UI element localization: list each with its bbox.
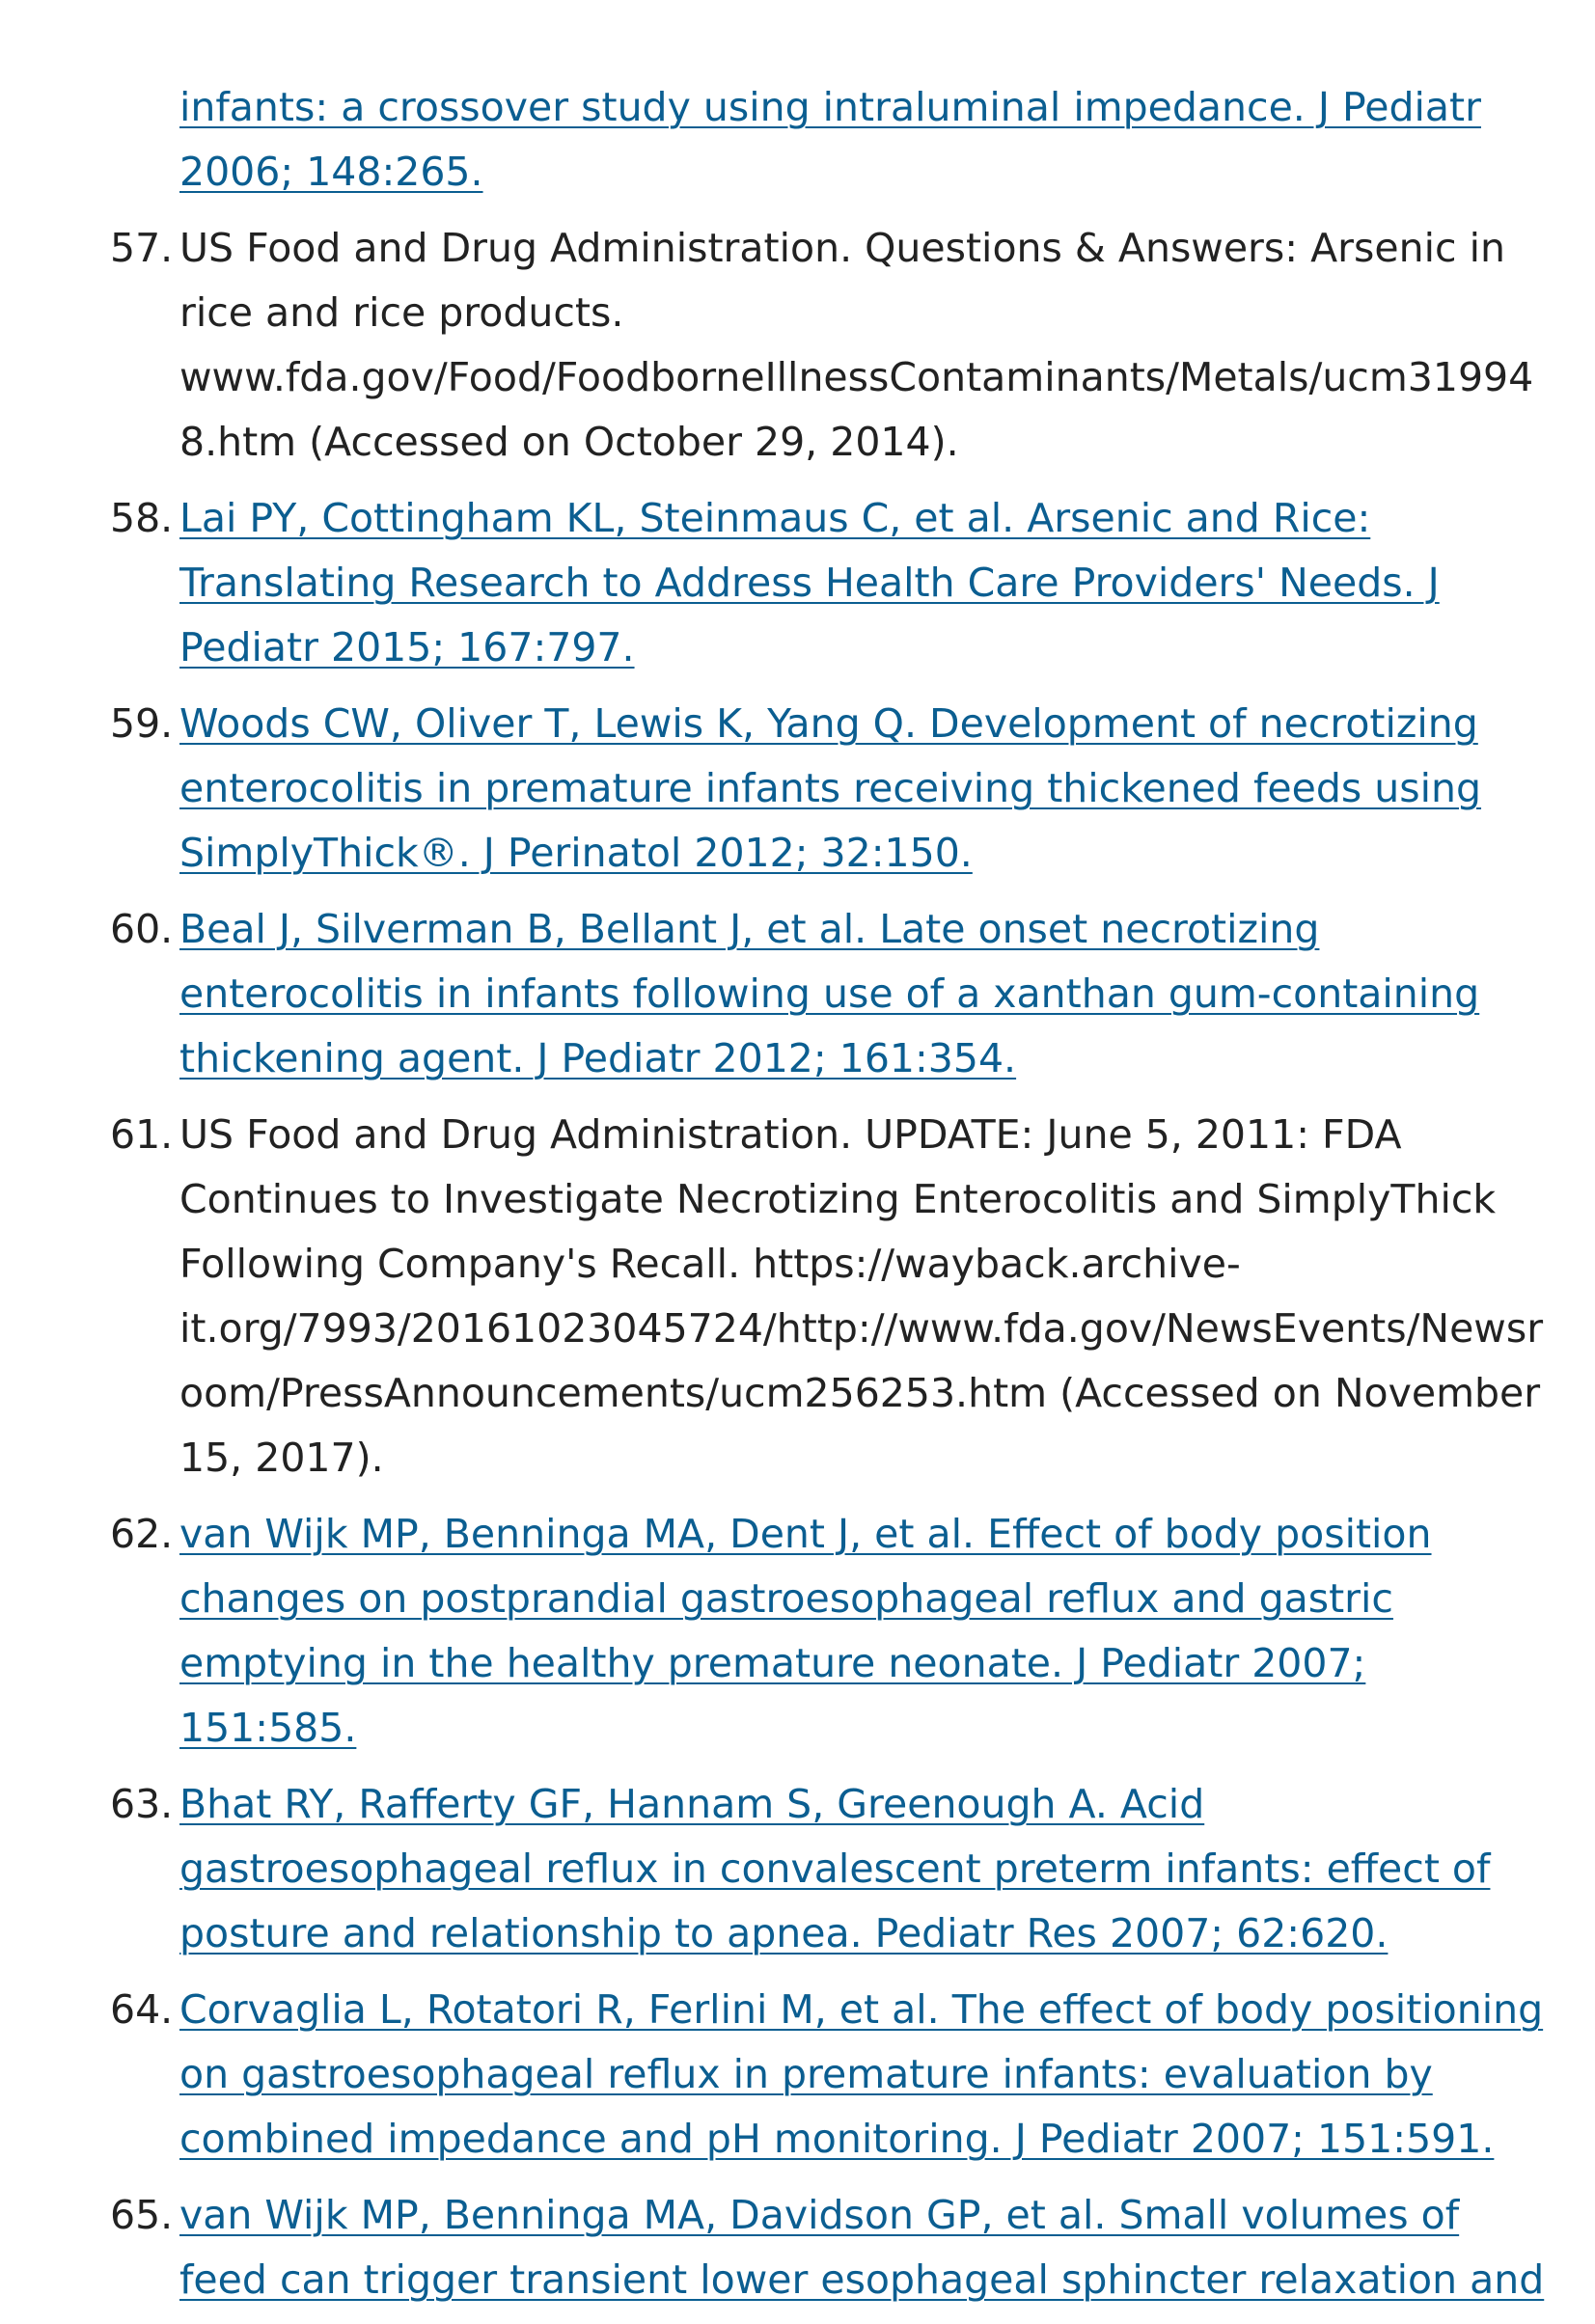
reference-item-58 [110,486,1550,680]
reference-item-57 [110,216,1550,475]
reference-number: 60. [110,906,174,952]
reference-item-61 [110,1103,1550,1490]
reference-link[interactable]: van Wijk MP, Benninga MA, Dent J, et al. Effect of body position changes on postprandial gastroesophageal reflux and gastric emptying in the healthy premature neonate. J Pediatr 2007; 151:585. [179,1511,1432,1751]
reference-item-59 [110,692,1550,886]
reference-number: 58. [110,495,174,541]
reference-link[interactable]: van Wijk MP, Benninga MA, Davidson GP, et al. Small volumes of feed can trigger transient lower esophageal sphincter relaxation and [179,2192,1545,2303]
reference-number: 65. [110,2192,174,2238]
reference-text: US Food and Drug Administration. UPDATE: June 5, 2011: FDA Continues to Investigate Necrotizing Enterocolitis and SimplyThick Following Company's Recall. https://wayback.archive-it.org/7993/20161023045724/http://www.fda.gov/NewsEvents/Newsroom/PressAnnouncements/ucm256253.htm (Accessed on November 15, 2017). [179,1111,1544,1481]
reference-text: US Food and Drug Administration. Questions & Answers: Arsenic in rice and rice products. www.fda.gov/Food/FoodborneIllnessContaminants/Metals/ucm319948.htm (Accessed on October 29, 2014). [179,225,1534,465]
reference-link[interactable]: Beal J, Silverman B, Bellant J, et al. Late onset necrotizing enterocolitis in infants following use of a xanthan gum-containing thickening agent. J Pediatr 2012; 161:354. [179,906,1480,1081]
reference-number: 63. [110,1781,174,1827]
reference-item-64 [110,1978,1550,2172]
reference-item-56-continued [179,75,1550,205]
reference-item-63 [110,1772,1550,1966]
reference-number: 61. [110,1111,174,1158]
reference-link[interactable]: Lai PY, Cottingham KL, Steinmaus C, et al. Arsenic and Rice: Translating Research to Address Health Care Providers' Needs. J Pediatr 2015; 167:797. [179,495,1440,670]
reference-link[interactable]: Bhat RY, Rafferty GF, Hannam S, Greenough A. Acid gastroesophageal reflux in convalescent preterm infants: effect of posture and relationship to apnea. Pediatr Res 2007; 62:620. [179,1781,1491,1956]
reference-number: 64. [110,1986,174,2033]
reference-number: 62. [110,1511,174,1557]
reference-number: 57. [110,225,174,271]
reference-item-60 [110,897,1550,1091]
reference-item-62 [110,1502,1550,1761]
reference-link[interactable]: Corvaglia L, Rotatori R, Ferlini M, et al. The effect of body positioning on gastroesophageal reflux in premature infants: evaluation by combined impedance and pH monitoring. J Pediatr 2007; 151:591. [179,1986,1544,2162]
reference-link[interactable]: infants: a crossover study using intraluminal impedance. J Pediatr 2006; 148:265. [179,84,1481,195]
reference-list [110,75,1550,2324]
reference-number: 59. [110,700,174,747]
reference-link[interactable]: Woods CW, Oliver T, Lewis K, Yang Q. Development of necrotizing enterocolitis in premature infants receiving thickened feeds using SimplyThick®. J Perinatol 2012; 32:150. [179,700,1482,876]
reference-item-65 [110,2183,1550,2312]
